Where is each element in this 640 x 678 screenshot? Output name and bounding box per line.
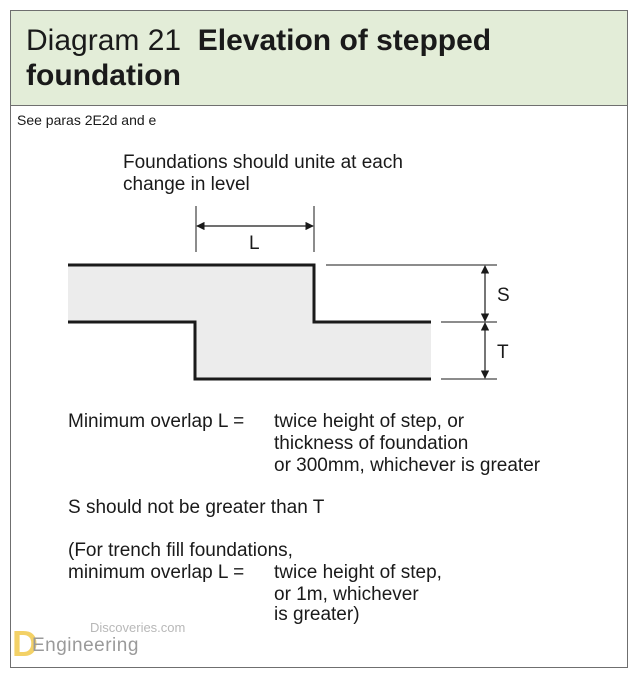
overlap-line-3: or 300mm, whichever is greater [274,455,541,476]
trench-line-1: (For trench fill foundations, [68,540,293,561]
overlap-line-1: twice height of step, or [274,411,465,432]
watermark-site-big: Engineering [32,635,139,656]
trench-prefix: minimum overlap L = [68,562,245,583]
trench-line-3: or 1m, whichever [274,584,419,605]
diagram-name: Elevation of stepped foundation [26,24,492,92]
label-t: T [497,342,509,363]
watermark [2,615,202,664]
watermark-site-small: Discoveries.com [90,620,186,635]
trench-line-4: is greater) [274,604,360,625]
caption-line-1: Foundations should unite at each [123,152,403,173]
reference-note: See paras 2E2d and e [17,112,157,128]
label-s: S [497,285,510,306]
caption-line-2: change in level [123,174,250,195]
s-rule: S should not be greater than T [68,497,325,518]
diagram-number: Diagram 21 [26,24,182,57]
overlap-prefix: Minimum overlap L = [68,411,245,432]
label-l: L [249,233,260,254]
watermark-logo-icon: D [12,623,38,664]
trench-line-2: twice height of step, [274,562,442,583]
overlap-line-2: thickness of foundation [274,433,469,454]
